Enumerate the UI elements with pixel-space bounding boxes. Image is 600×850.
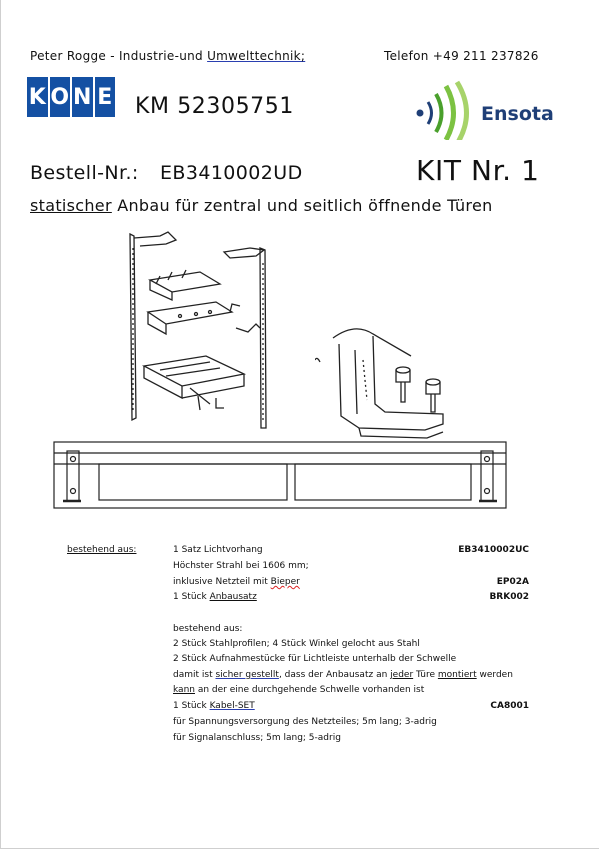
ensota-logo <box>410 80 560 140</box>
parts-line-text: , dass der Anbausatz an <box>278 670 391 680</box>
parts-line <box>173 670 513 680</box>
kone-letter: O <box>50 77 71 117</box>
order-label: Bestell-Nr.: <box>30 162 139 184</box>
parts-line-grammar: sicher gestellt <box>215 670 279 680</box>
threshold-drawing <box>53 441 507 509</box>
kone-letter: K <box>27 77 48 117</box>
parts-code: CA8001 <box>490 701 529 711</box>
parts-line-underlined: Kabel-SET <box>209 701 255 711</box>
kit-number: KIT Nr. 1 <box>416 154 540 187</box>
parts-line-underlined: montiert <box>437 670 477 680</box>
company-name-part: Peter Rogge - Industrie-und <box>30 49 208 63</box>
parts-line-underlined: kann <box>173 685 195 695</box>
parts-line: für Signalanschluss; 5m lang; 5-adrig <box>173 733 341 743</box>
parts-line-underlined: Anbausatz <box>209 592 257 602</box>
kone-letter: E <box>95 77 116 117</box>
order-number: EB3410002UD <box>160 162 303 184</box>
parts-line-text: 1 Stück <box>173 701 210 711</box>
ensota-text: Ensota <box>481 103 554 125</box>
kone-letter: N <box>72 77 93 117</box>
parts-line-text: inklusive Netzteil mit <box>173 577 271 587</box>
parts-code: BRK002 <box>489 592 529 602</box>
parts-line-spellcheck: Bieper <box>270 577 300 587</box>
parts-line <box>173 592 257 602</box>
company-name <box>30 49 305 63</box>
parts-line: bestehend aus: <box>173 624 243 634</box>
parts-line-text: damit ist <box>173 670 216 680</box>
parts-line-text: 1 Stück <box>173 592 210 602</box>
mounting-kit-drawing <box>120 228 290 433</box>
subtitle-underlined: statischer <box>30 196 112 215</box>
bolt-detail-drawing <box>315 320 465 440</box>
company-name-underlined: Umwelttechnik; <box>207 49 306 63</box>
parts-line-text: werden <box>476 670 513 680</box>
kone-logo <box>27 77 115 117</box>
parts-line <box>173 685 424 695</box>
parts-line: für Spannungsversorgung des Netzteiles; 5m lang; 3-adrig <box>173 717 437 727</box>
parts-line: Höchster Strahl bei 1606 mm; <box>173 561 309 571</box>
phone-number: Telefon +49 211 237826 <box>384 49 539 63</box>
parts-code: EP02A <box>496 577 529 587</box>
parts-label: bestehend aus: <box>67 545 137 555</box>
subtitle <box>30 196 493 215</box>
km-number: KM 52305751 <box>135 94 294 119</box>
parts-line <box>173 577 300 587</box>
parts-line: 2 Stück Stahlprofilen; 4 Stück Winkel gelocht aus Stahl <box>173 639 420 649</box>
parts-line <box>173 701 255 711</box>
parts-line-text: Türe <box>413 670 438 680</box>
parts-line-underlined: jeder <box>390 670 414 680</box>
ensota-wave-icon <box>410 80 480 140</box>
parts-line-text: an der eine durchgehende Schwelle vorhanden ist <box>194 685 425 695</box>
subtitle-rest: Anbau für zentral und seitlich öffnende Türen <box>111 196 493 215</box>
parts-code: EB3410002UC <box>458 545 529 555</box>
parts-line: 1 Satz Lichtvorhang <box>173 545 263 555</box>
parts-line: 2 Stück Aufnahmestücke für Lichtleiste unterhalb der Schwelle <box>173 654 457 664</box>
